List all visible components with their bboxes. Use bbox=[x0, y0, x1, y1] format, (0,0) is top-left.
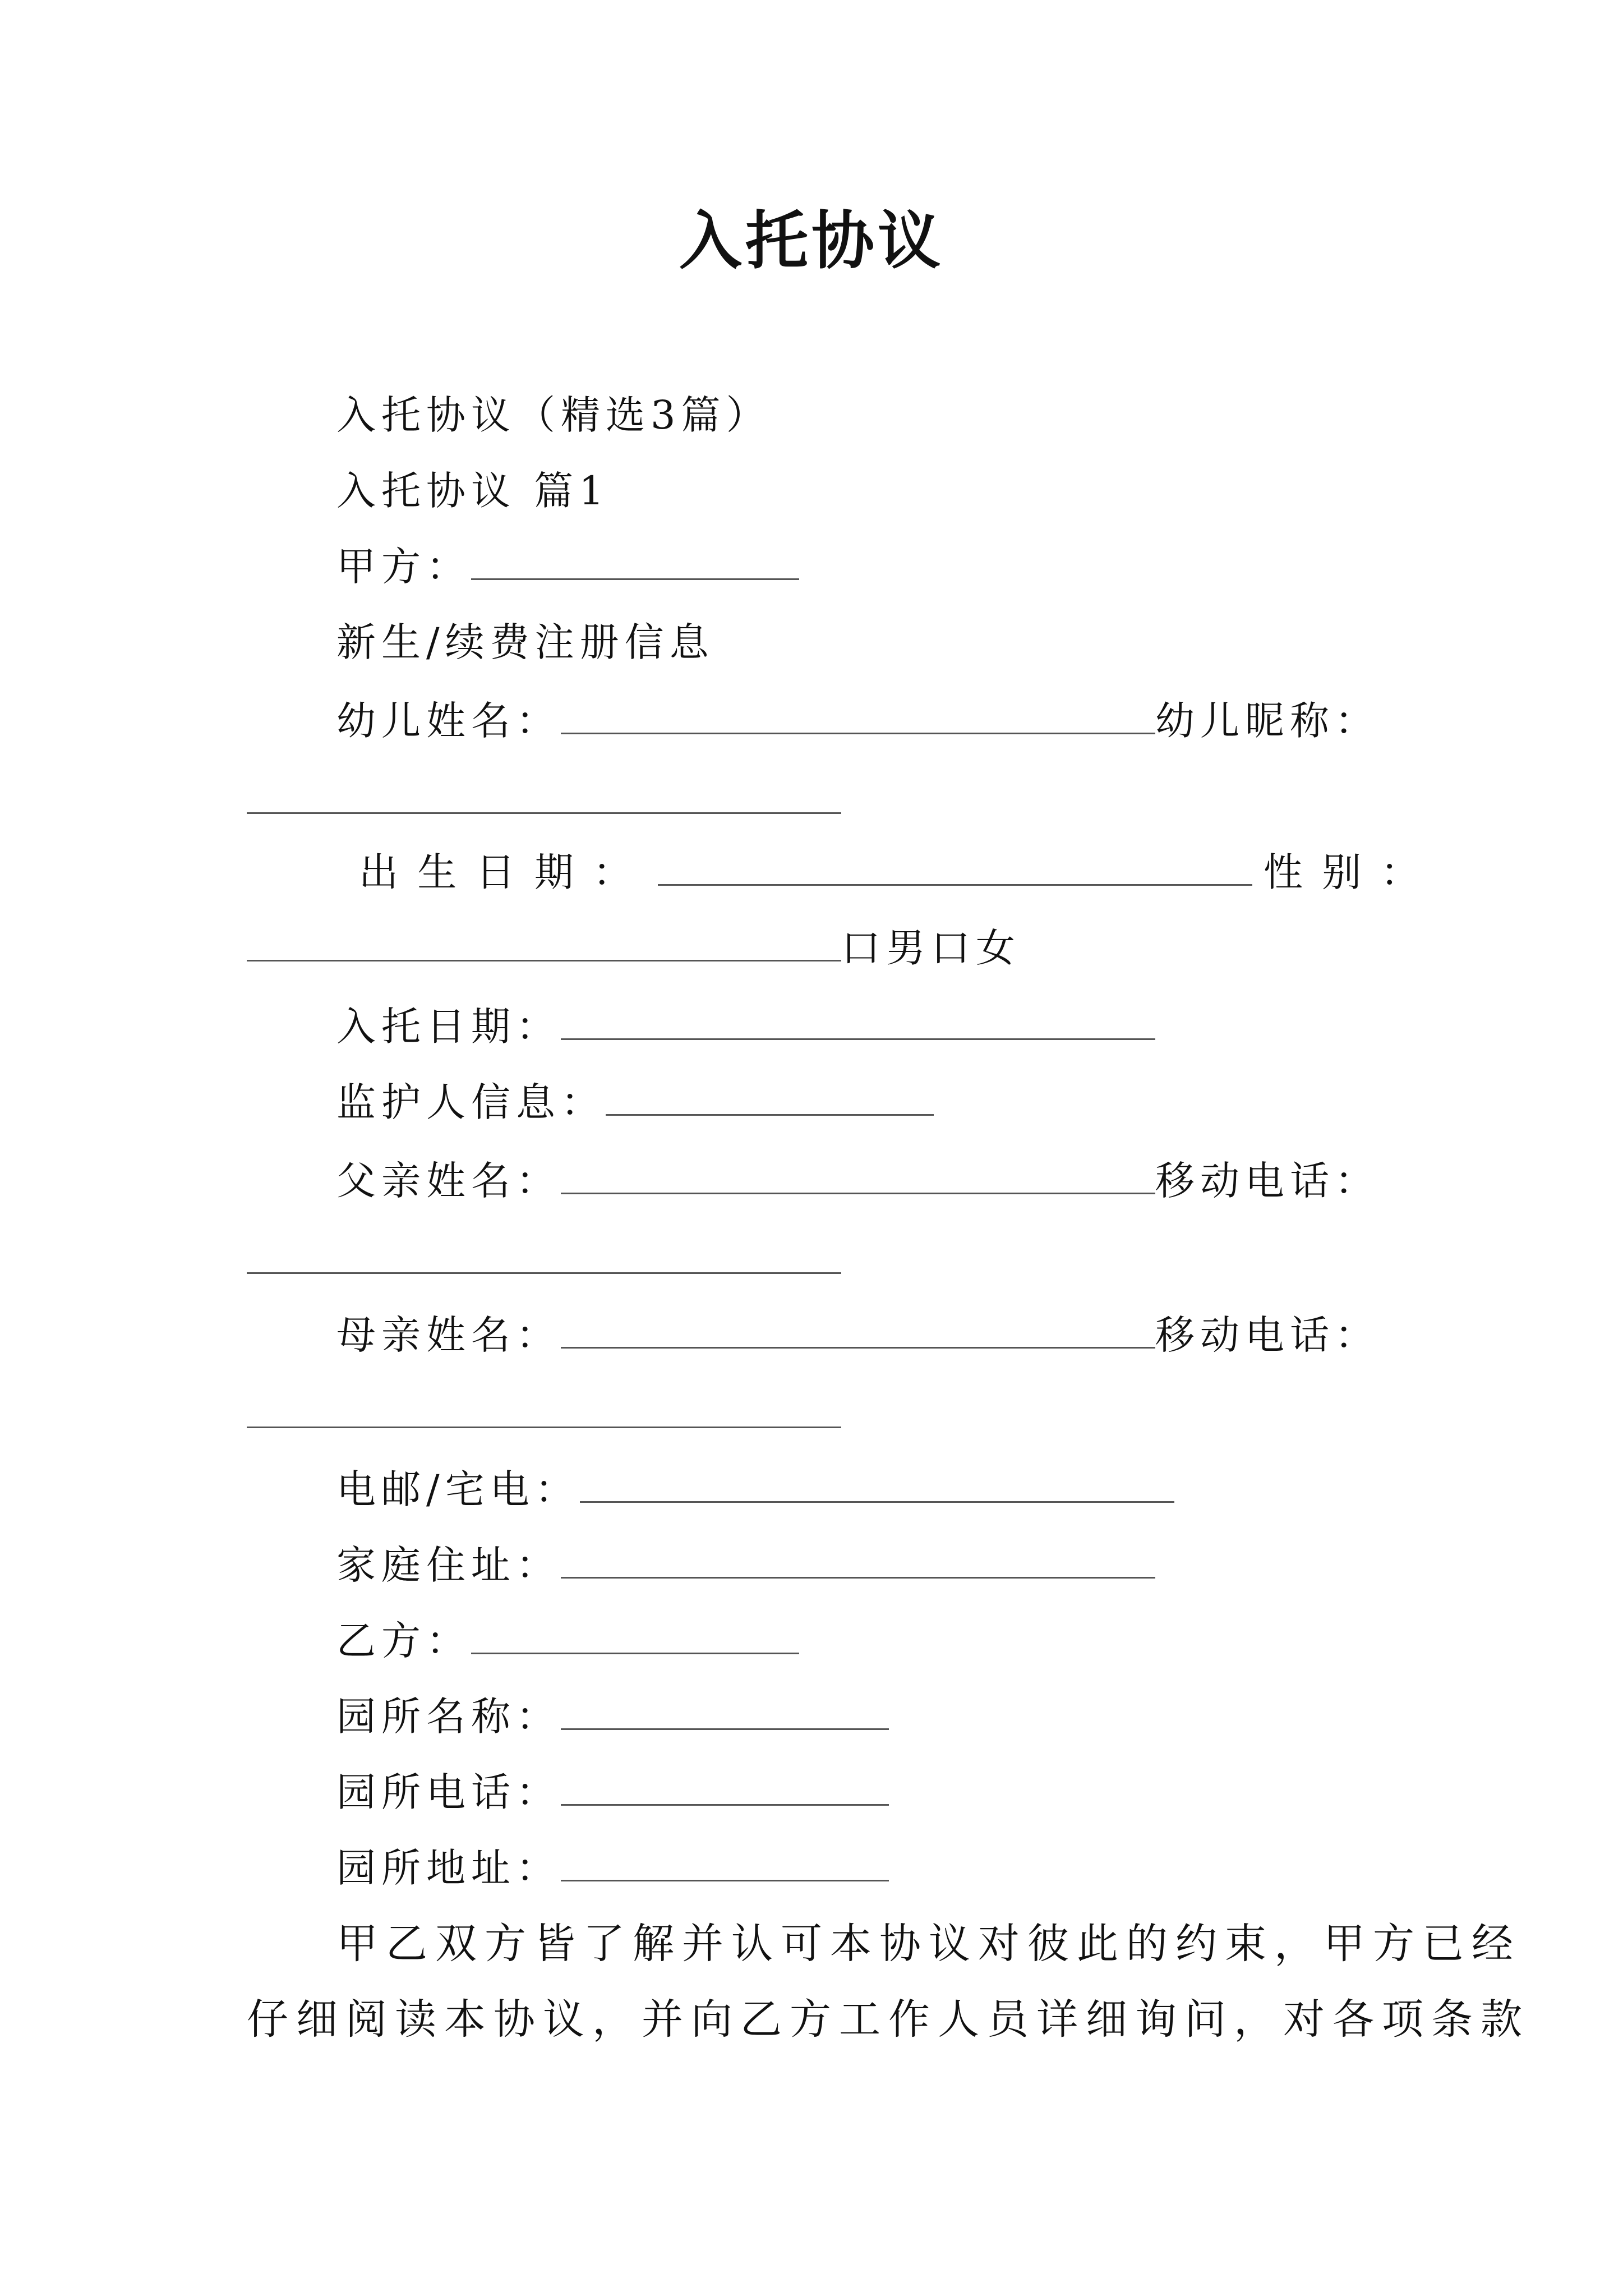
child-name-blank[interactable] bbox=[561, 700, 1155, 734]
kindergarten-address-label: 园所地址： bbox=[336, 1845, 561, 1891]
email-phone-label: 电邮/宅电： bbox=[336, 1466, 580, 1512]
father-name-blank[interactable] bbox=[561, 1160, 1155, 1194]
gender-label: 性 别 ： bbox=[1264, 849, 1423, 895]
kindergarten-name-row bbox=[336, 1691, 889, 1742]
child-nickname-blank[interactable] bbox=[247, 812, 841, 814]
child-name-row bbox=[336, 696, 1380, 746]
child-name-label: 幼儿姓名： bbox=[336, 698, 561, 744]
guardian-info-row bbox=[336, 1077, 934, 1128]
enrollment-date-blank[interactable] bbox=[561, 1006, 1155, 1040]
father-name-label: 父亲姓名： bbox=[336, 1158, 561, 1204]
mother-name-blank[interactable] bbox=[561, 1314, 1155, 1349]
kindergarten-address-row bbox=[336, 1843, 889, 1893]
mother-mobile-label: 移动电话： bbox=[1155, 1312, 1380, 1358]
email-phone-row bbox=[336, 1464, 1174, 1515]
document-title: 入托协议 bbox=[679, 204, 944, 278]
kindergarten-address-blank[interactable] bbox=[561, 1847, 889, 1881]
gender-row bbox=[247, 923, 1021, 973]
child-nickname-label: 幼儿昵称： bbox=[1155, 698, 1380, 744]
gender-blank[interactable] bbox=[247, 927, 841, 961]
home-address-row bbox=[336, 1540, 1155, 1590]
agreement-paragraph-line-2: 仔细阅读本协议，并向乙方工作人员详细询问，对各项条款 bbox=[247, 1995, 1530, 2044]
kindergarten-name-blank[interactable] bbox=[561, 1696, 889, 1730]
home-address-label: 家庭住址： bbox=[336, 1542, 561, 1588]
mother-row bbox=[336, 1310, 1380, 1360]
guardian-info-label: 监护人信息： bbox=[336, 1079, 606, 1125]
party-a-row bbox=[336, 541, 799, 592]
mother-name-label: 母亲姓名： bbox=[336, 1312, 561, 1358]
father-row bbox=[336, 1156, 1380, 1206]
gender-options[interactable]: 口男口女 bbox=[841, 925, 1021, 971]
mother-mobile-blank[interactable] bbox=[247, 1427, 841, 1428]
party-b-label: 乙方： bbox=[336, 1618, 471, 1664]
party-a-blank[interactable] bbox=[471, 546, 799, 580]
birth-date-blank[interactable] bbox=[658, 852, 1252, 886]
registration-heading: 新生/续费注册信息 bbox=[336, 619, 714, 665]
enrollment-date-label: 入托日期： bbox=[336, 1004, 561, 1050]
kindergarten-name-label: 园所名称： bbox=[336, 1694, 561, 1740]
birth-date-label: 出 生 日 期 ： bbox=[359, 849, 636, 895]
father-mobile-label: 移动电话： bbox=[1155, 1158, 1380, 1204]
subtitle: 入托协议（精选3篇） bbox=[336, 392, 771, 438]
enrollment-date-row bbox=[336, 1001, 1155, 1052]
party-a-label: 甲方： bbox=[336, 544, 471, 590]
birth-date-row bbox=[359, 847, 1423, 898]
party-b-row bbox=[336, 1616, 799, 1666]
guardian-info-blank[interactable] bbox=[606, 1082, 934, 1116]
home-address-blank[interactable] bbox=[561, 1544, 1155, 1579]
email-phone-blank[interactable] bbox=[580, 1469, 1174, 1503]
kindergarten-phone-label: 园所电话： bbox=[336, 1769, 561, 1815]
section-heading: 入托协议 篇1 bbox=[336, 468, 610, 514]
party-b-blank[interactable] bbox=[471, 1620, 799, 1654]
agreement-paragraph-line-1: 甲乙双方皆了解并认可本协议对彼此的约束，甲方已经 bbox=[336, 1920, 1521, 1968]
father-mobile-blank[interactable] bbox=[247, 1272, 841, 1274]
kindergarten-phone-blank[interactable] bbox=[561, 1772, 889, 1806]
kindergarten-phone-row bbox=[336, 1767, 889, 1818]
